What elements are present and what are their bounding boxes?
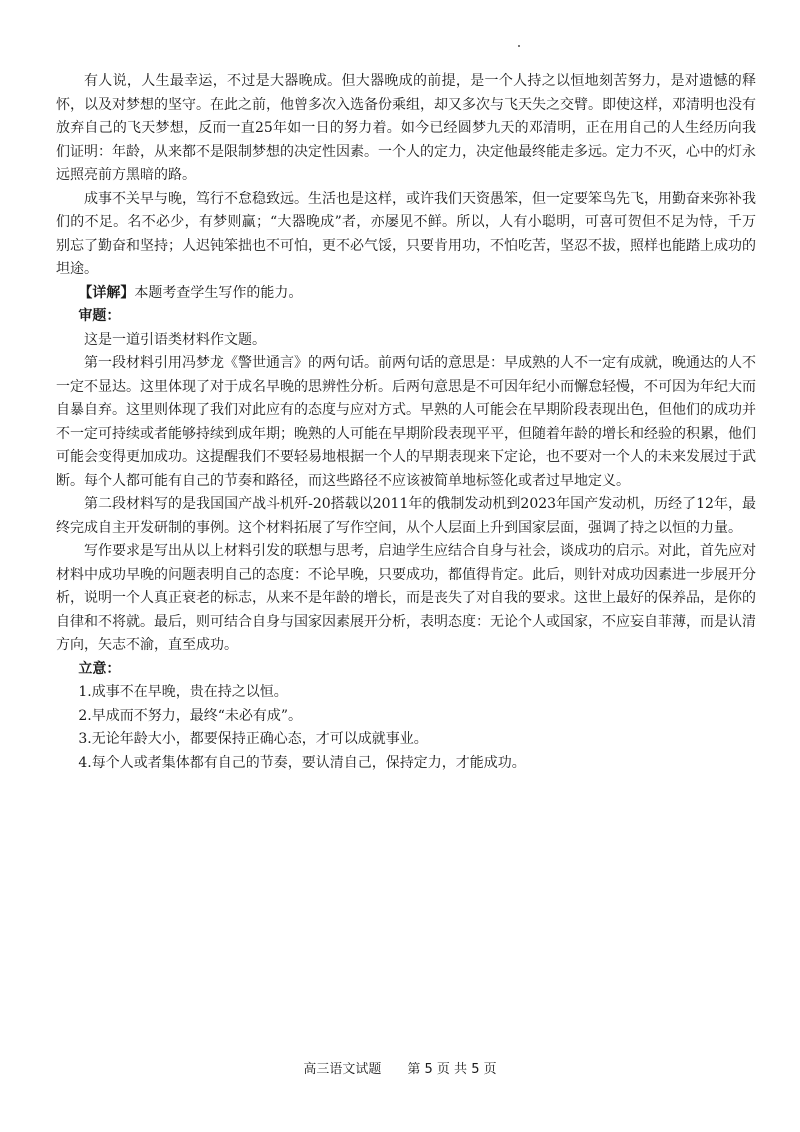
shenti-paragraph-1: 这是一道引语类材料作文题。 [84,331,266,348]
shenti-paragraph-3: 第二段材料写的是我国国产战斗机歼-20搭载以2011年的俄制发动机到2023年国产发动机，历经了12年，最终完成自主开发研制的事例。这个材料拓展了写作空间，从个人层面上升到国家层面，强调了持之以恒的力量。 [56,496,756,536]
detail-text: 本题考查学生写作的能力。 [134,284,303,301]
page-footer [0,1058,800,1077]
shenti-heading: 审题： [78,308,121,324]
shenti-paragraph-2: 第一段材料引用冯梦龙《警世通言》的两句话。前两句话的意思是：早成熟的人不一定有成就，晚通达的人不一定不显达。这里体现了对于成名早晚的思辨性分析。后两句意思是不可因年纪小而懈怠轻慢，不可因为年纪大而自暴自弃。这里则体现了我们对此应有的态度与应对方式。早熟的人可能会在早期阶段表现出色，但他们的成功并不一定可持续或者能够持续到成年期；晚熟的人可能在早期阶段表现平平，但随着年龄的增长和经验的积累，他们可能会变得更加成功。这提醒我们不要轻易地根据一个人的早期表现来下定论，也不要对一个人的未来发展过于武断。每个人都可能有自己的节奏和路径，而这些路径不应该被简单地标签化或者过早地定义。 [56,355,756,489]
intro-paragraph-1: 有人说，人生最幸运，不过是大器晚成。但大器晚成的前提，是一个人持之以恒地刻苦努力，是对遗憾的释怀，以及对梦想的坚守。在此之前，他曾多次入选备份乘组，却又多次与飞天失之交臂。即使这样，邓清明也没有放弃自己的飞天梦想，反而一直25年如一日的努力着。如今已经圆梦九天的邓清明，正在用自己的人生经历向我们证明：年龄，从来都不是限制梦想的决定性因素。一个人的定力，决定他最终能走多远。定力不灭，心中的灯永远照亮前方黑暗的路。 [56,73,756,183]
detail-tag: 【详解】 [78,284,135,301]
liyi-item-1: 1.成事不在早晚，贵在持之以恒。 [78,684,288,700]
scan-speck [518,45,520,47]
liyi-heading: 立意： [78,660,121,677]
footer-subject: 高三语文试题 [303,1062,382,1077]
content-body [56,70,756,775]
liyi-item-3: 3.无论年龄大小，都要保持正确心态，才可以成就事业。 [78,731,428,747]
liyi-item-2: 2.早成而不努力，最终“未必有成”。 [78,707,303,724]
intro-paragraph-2: 成事不关早与晚，笃行不怠稳致远。生活也是这样，或许我们天资愚笨，但一定要笨鸟先飞，用勤奋来弥补我们的不足。名不必少，有梦则赢；“大器晚成”者，亦屡见不鲜。所以，人有小聪明，可喜可贺但不足为恃，千万别忘了勤奋和坚持；人迟钝笨拙也不可怕，更不必气馁，只要肯用功，不怕吃苦，坚忍不拔，照样也能踏上成功的坦途。 [56,190,756,277]
liyi-item-4: 4.每个人或者集体都有自己的节奏，要认清自己，保持定力，才能成功。 [78,754,526,771]
detail-line [56,282,756,306]
footer-page-info: 第 5 页 共 5 页 [407,1062,497,1077]
shenti-paragraph-4: 写作要求是写出从以上材料引发的联想与思考，启迪学生应结合自身与社会，谈成功的启示。对此，首先应对材料中成功早晚的问题表明自己的态度：不论早晚，只要成功，都值得肯定。此后，则针对成功因素进一步展开分析，说明一个人真正衰老的标志，从来不是年龄的增长，而是丧失了对自我的要求。这世上最好的保养品，是你的自律和不将就。最后，则可结合自身与国家因素展开分析，表明态度：无论个人或国家，不应妄自菲薄，而是认清方向，矢志不渝，直至成功。 [56,543,756,653]
